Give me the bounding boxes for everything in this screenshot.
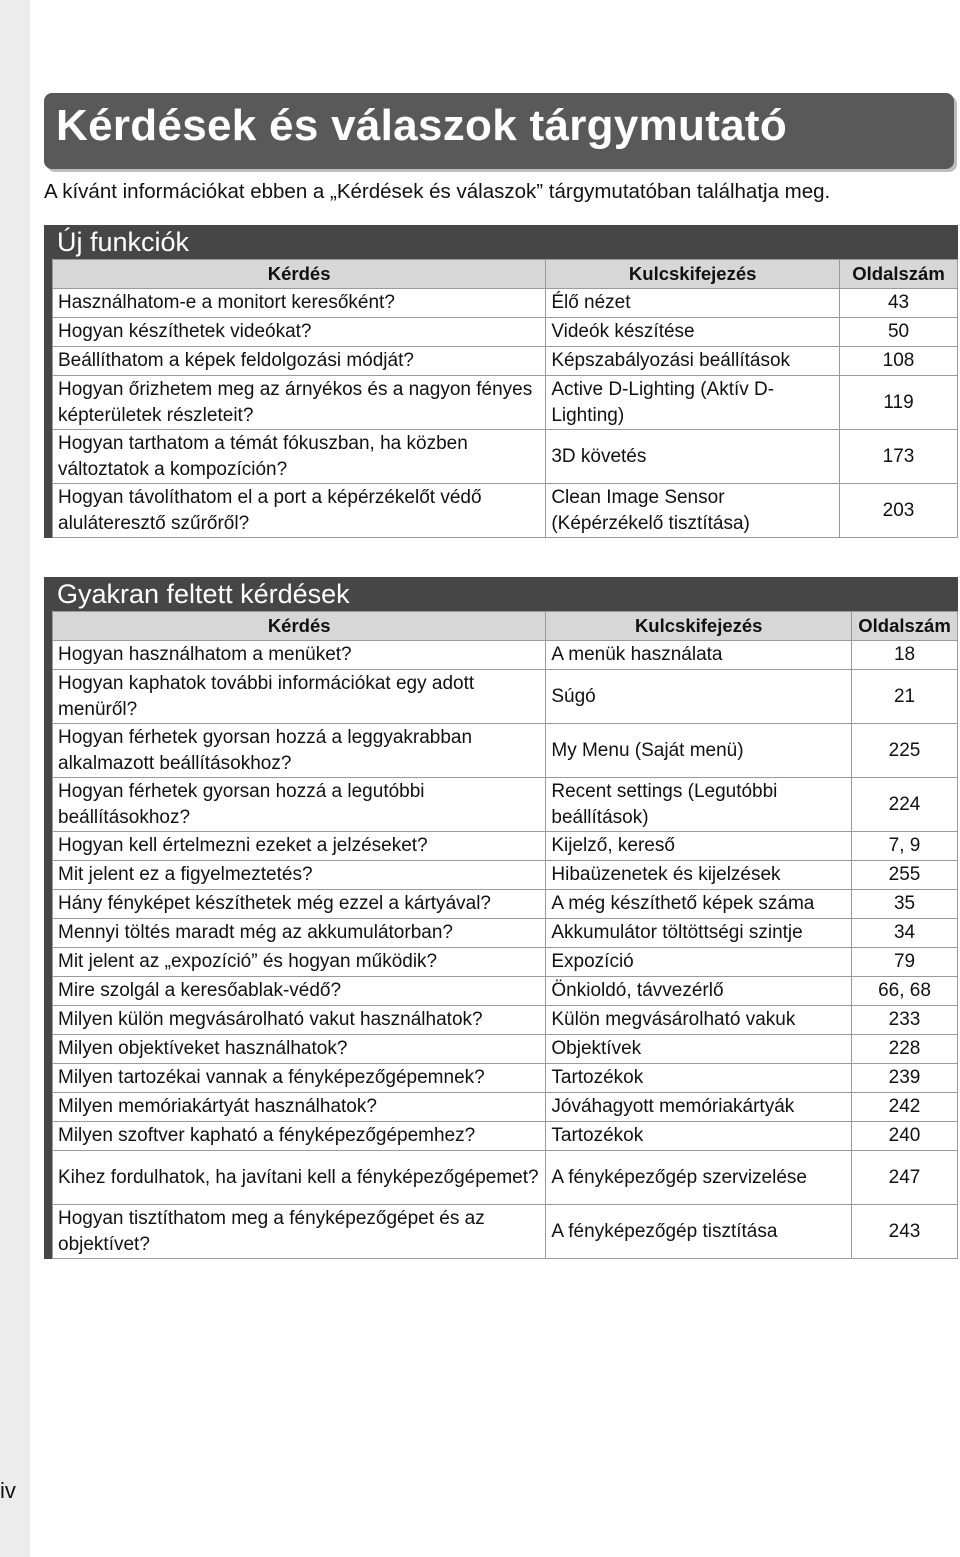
question-cell: Milyen szoftver kapható a fényképezőgépemhez? (53, 1122, 546, 1151)
table-row (53, 641, 958, 670)
faq-section (44, 577, 958, 1259)
faq-heading: Gyakran feltett kérdések (57, 579, 350, 609)
keyword-cell: A fényképezőgép tisztítása (546, 1205, 852, 1259)
keyword-cell: Clean Image Sensor (Képérzékelő tisztítása) (546, 484, 840, 538)
question-cell: Hogyan készíthetek videókat? (53, 318, 546, 347)
keyword-cell: A menük használata (546, 641, 852, 670)
question-cell: Kihez fordulhatok, ha javítani kell a fényképezőgépemet? (53, 1151, 546, 1205)
keyword-cell: Recent settings (Legutóbbi beállítások) (546, 778, 852, 832)
keyword-cell: Tartozékok (546, 1064, 852, 1093)
page-cell: 18 (852, 641, 958, 670)
table-row (53, 890, 958, 919)
page-title-bar (44, 93, 954, 169)
page-cell: 119 (840, 376, 958, 430)
keyword-cell: My Menu (Saját menü) (546, 724, 852, 778)
keyword-cell: Önkioldó, távvezérlő (546, 977, 852, 1006)
keyword-cell: A még készíthető képek száma (546, 890, 852, 919)
table-row (53, 318, 958, 347)
keyword-cell: Objektívek (546, 1035, 852, 1064)
page-cell: 233 (852, 1006, 958, 1035)
table-row (53, 347, 958, 376)
page-cell: 228 (852, 1035, 958, 1064)
page-cell: 43 (840, 289, 958, 318)
column-header-page: Oldalszám (840, 260, 958, 289)
keyword-cell: Akkumulátor töltöttségi szintje (546, 919, 852, 948)
page-cell: 255 (852, 861, 958, 890)
table-row (53, 948, 958, 977)
page-cell: 247 (852, 1151, 958, 1205)
new-features-heading: Új funkciók (57, 227, 190, 257)
page-cell: 239 (852, 1064, 958, 1093)
keyword-cell: 3D követés (546, 430, 840, 484)
keyword-cell: Jóváhagyott memóriakártyák (546, 1093, 852, 1122)
column-header-question: Kérdés (53, 612, 546, 641)
keyword-cell: Súgó (546, 670, 852, 724)
table-header-row (53, 612, 958, 641)
new-features-table (52, 259, 958, 538)
keyword-cell: Képszabályozási beállítások (546, 347, 840, 376)
question-cell: Milyen tartozékai vannak a fényképezőgépemnek? (53, 1064, 546, 1093)
keyword-cell: Active D-Lighting (Aktív D-Lighting) (546, 376, 840, 430)
question-cell: Hogyan tarthatom a témát fókuszban, ha közben változtatok a kompozíción? (53, 430, 546, 484)
page-cell: 224 (852, 778, 958, 832)
keyword-cell: Expozíció (546, 948, 852, 977)
table-row (53, 977, 958, 1006)
page-cell: 34 (852, 919, 958, 948)
new-features-section (44, 225, 958, 538)
keyword-cell: Videók készítése (546, 318, 840, 347)
page-cell: 203 (840, 484, 958, 538)
question-cell: Hogyan kell értelmezni ezeket a jelzéseket? (53, 832, 546, 861)
keyword-cell: A fényképezőgép szervizelése (546, 1151, 852, 1205)
table-row (53, 919, 958, 948)
table-row (53, 1035, 958, 1064)
table-row (53, 778, 958, 832)
table-row (53, 1122, 958, 1151)
question-cell: Hogyan férhetek gyorsan hozzá a leggyakrabban alkalmazott beállításokhoz? (53, 724, 546, 778)
page-cell: 66, 68 (852, 977, 958, 1006)
page-cell: 79 (852, 948, 958, 977)
question-cell: Milyen objektíveket használhatok? (53, 1035, 546, 1064)
keyword-cell: Élő nézet (546, 289, 840, 318)
column-header-page: Oldalszám (852, 612, 958, 641)
question-cell: Beállíthatom a képek feldolgozási módját? (53, 347, 546, 376)
page-cell: 242 (852, 1093, 958, 1122)
keyword-cell: Kijelző, kereső (546, 832, 852, 861)
question-cell: Hogyan használhatom a menüket? (53, 641, 546, 670)
side-margin-strip (0, 0, 30, 1557)
page-cell: 21 (852, 670, 958, 724)
column-header-keyword: Kulcskifejezés (546, 260, 840, 289)
page-cell: 243 (852, 1205, 958, 1259)
table-row (53, 1064, 958, 1093)
question-cell: Mennyi töltés maradt még az akkumulátorban? (53, 919, 546, 948)
page-number: iv (0, 1478, 16, 1503)
question-cell: Mire szolgál a keresőablak-védő? (53, 977, 546, 1006)
table-row (53, 670, 958, 724)
table-row (53, 724, 958, 778)
table-row (53, 1006, 958, 1035)
question-cell: Hogyan tisztíthatom meg a fényképezőgépet és az objektívet? (53, 1205, 546, 1259)
question-cell: Hogyan őrizhetem meg az árnyékos és a nagyon fényes képterületek részleteit? (53, 376, 546, 430)
page-cell: 173 (840, 430, 958, 484)
question-cell: Mit jelent az „expozíció” és hogyan működik? (53, 948, 546, 977)
question-cell: Hogyan kaphatok további információkat egy adott menüről? (53, 670, 546, 724)
question-cell: Használhatom-e a monitort keresőként? (53, 289, 546, 318)
page-title: Kérdések és válaszok tárgymutató (56, 101, 788, 150)
page-cell: 50 (840, 318, 958, 347)
faq-table (52, 611, 958, 1259)
question-cell: Hány fényképet készíthetek még ezzel a kártyával? (53, 890, 546, 919)
table-row (53, 1151, 958, 1205)
table-row (53, 1093, 958, 1122)
question-cell: Milyen külön megvásárolható vakut használhatok? (53, 1006, 546, 1035)
table-row (53, 376, 958, 430)
page-cell: 108 (840, 347, 958, 376)
keyword-cell: Külön megvásárolható vakuk (546, 1006, 852, 1035)
page-cell: 35 (852, 890, 958, 919)
table-row (53, 430, 958, 484)
page-cell: 240 (852, 1122, 958, 1151)
table-row (53, 484, 958, 538)
keyword-cell: Hibaüzenetek és kijelzések (546, 861, 852, 890)
column-header-keyword: Kulcskifejezés (546, 612, 852, 641)
page-cell: 225 (852, 724, 958, 778)
question-cell: Mit jelent ez a figyelmeztetés? (53, 861, 546, 890)
keyword-cell: Tartozékok (546, 1122, 852, 1151)
page-cell: 7, 9 (852, 832, 958, 861)
question-cell: Hogyan férhetek gyorsan hozzá a legutóbbi beállításokhoz? (53, 778, 546, 832)
column-header-question: Kérdés (53, 260, 546, 289)
table-row (53, 861, 958, 890)
question-cell: Milyen memóriakártyát használhatok? (53, 1093, 546, 1122)
table-row (53, 832, 958, 861)
question-cell: Hogyan távolíthatom el a port a képérzékelőt védő aluláteresztő szűrőről? (53, 484, 546, 538)
table-row (53, 1205, 958, 1259)
table-row (53, 289, 958, 318)
table-header-row (53, 260, 958, 289)
intro-text: A kívánt információkat ebben a „Kérdések és válaszok” tárgymutatóban találhatja meg. (44, 180, 831, 203)
